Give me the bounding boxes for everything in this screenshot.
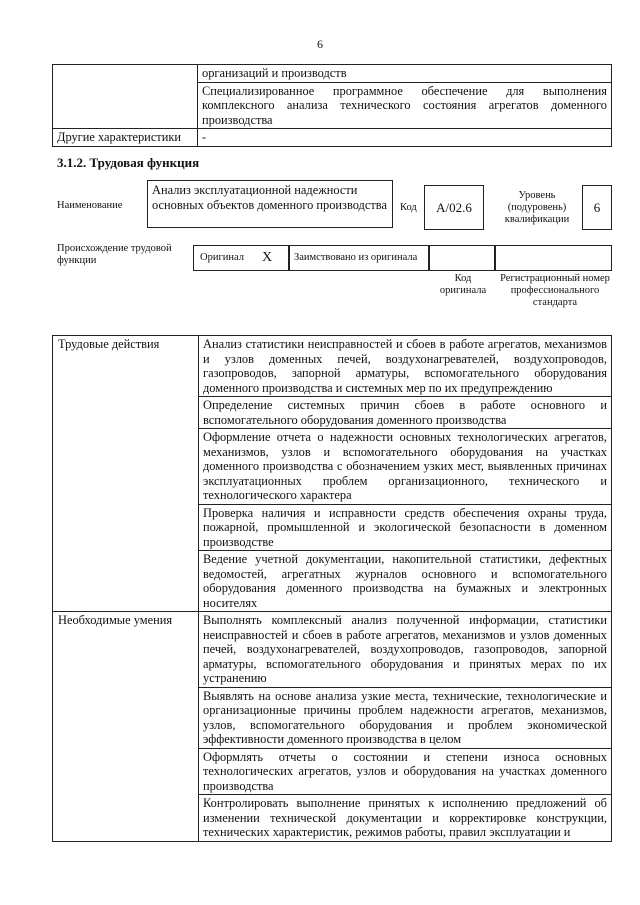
table-cell: Специализированное программное обеспечение для выполнения комплексного анализа технического состояния агрегатов доменного производства — [198, 82, 612, 129]
table-cell: Оформлять отчеты о состоянии и степени износа основных технологических агрегатов, узлов и оборудования на участках доменного производства — [199, 748, 612, 795]
reg-number-caption: Регистрационный номер профессионального стандарта — [500, 273, 610, 308]
main-table — [52, 335, 612, 842]
level-value: 6 — [582, 185, 612, 230]
code-original-box — [429, 245, 495, 271]
table-cell: Выявлять на основе анализа узкие места, технические, технологические и организационные причины проблем надежности агрегатов, механизмов, узлов, вспомогательного оборудования и проблем экономической эффективности доменного производства в целом — [199, 687, 612, 748]
original-box — [193, 245, 289, 271]
function-name: Анализ эксплуатационной надежности основных объектов доменного производства — [147, 180, 393, 228]
table-cell: Проверка наличия и исправности средств обеспечения охраны труда, пожарной, промышленной и экологической безопасности в доменном производстве — [199, 504, 612, 551]
original-mark: X — [262, 250, 273, 265]
top-table — [52, 64, 612, 147]
table-cell: Выполнять комплексный анализ полученной информации, статистики неисправностей и сбоев в работе агрегатов, механизмов и узлов доменных печей, воздухонагревателей, воздухопроводов, газопроводов, запорной арматуры, вспомогательного оборудования и принятых мерах по их устранению — [199, 612, 612, 688]
table-cell: Определение системных причин сбоев в работе основного и вспомогательного оборудования доменного производства — [199, 397, 612, 429]
table-cell: Анализ статистики неисправностей и сбоев в работе агрегатов, механизмов и узлов доменных печей, воздухонагревателей, воздухопроводов, газопроводов, запорной арматуры, вспомогательного оборудования доменного производства и системных мер по их предупреждению — [199, 336, 612, 397]
table-row — [53, 336, 612, 397]
table-row — [53, 612, 612, 688]
table-cell: Ведение учетной документации, накопительной статистики, дефектных ведомостей, агрегатных журналов основного и вспомогательного оборудования доменного производства на бумажных и электронных носителях — [199, 551, 612, 612]
table-cell: - — [198, 129, 612, 147]
section-label: Необходимые умения — [53, 612, 199, 842]
table-cell-label: Другие характеристики — [53, 129, 198, 147]
origin-label: Происхождение трудовой функции — [57, 243, 172, 266]
borrowed-box — [289, 245, 429, 271]
table-cell: организаций и производств — [198, 65, 612, 83]
page-number: 6 — [317, 37, 323, 51]
table-cell: Контролировать выполнение принятых к исполнению предложений об изменении технической документации и корректировке конструкции, технических характеристик, режимов работы, правил эксплуатации и — [199, 795, 612, 842]
section-heading: 3.1.2. Трудовая функция — [57, 155, 200, 170]
section-label: Трудовые действия — [53, 336, 199, 612]
borrowed-label: Заимствовано из оригинала — [294, 252, 418, 263]
level-label: Уровень (подуровень) квалификации — [504, 190, 570, 225]
original-label: Оригинал — [200, 252, 244, 263]
table-row — [53, 65, 612, 83]
table-cell-label — [53, 65, 198, 129]
function-code: A/02.6 — [424, 185, 484, 230]
code-original-caption: Код оригинала — [439, 273, 487, 296]
table-row — [53, 129, 612, 147]
reg-number-box — [495, 245, 612, 271]
code-label: Код — [400, 202, 417, 213]
name-label: Наименование — [57, 200, 123, 211]
table-cell: Оформление отчета о надежности основных технологических агрегатов, механизмов, узлов и вспомогательного оборудования на участках доменного производства с обозначением узких мест, выявленных причинах эксплуатационных проблем организационного, технического и технологического характера — [199, 429, 612, 505]
